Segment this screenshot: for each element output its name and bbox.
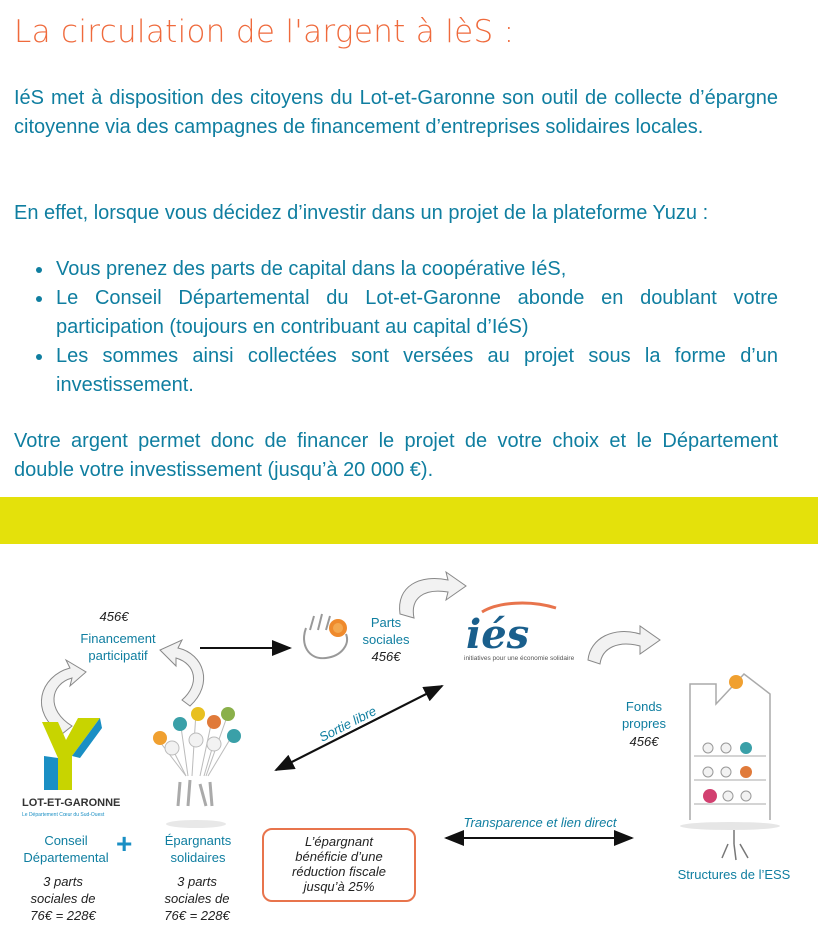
bullet-item: Les sommes ainsi collectées sont versées au projet sous la forme d’un investissement. — [34, 342, 778, 400]
ies-tagline: initiatives pour une économie solidaire — [464, 655, 575, 662]
conseil-detail-3: 76€ = 228€ — [30, 908, 96, 923]
lot-et-garonne-logo — [22, 718, 120, 818]
conseil-label-2: Départemental — [23, 850, 109, 865]
page-title: La circulation de l'argent à lèS : — [14, 14, 515, 50]
epargnants-label-2: solidaires — [170, 850, 226, 865]
sortie-libre-label: Sortie libre — [316, 703, 379, 745]
yellow-divider-band — [0, 497, 818, 544]
conseil-label-1: Conseil — [44, 833, 88, 848]
parts-amount: 456€ — [371, 649, 401, 664]
financement-label-1: Financement — [80, 631, 156, 646]
sortie-arrow-up — [276, 686, 442, 770]
curved-arrow-icon — [588, 626, 660, 664]
reduction-line: bénéficie d’une — [295, 849, 383, 864]
conseil-detail-2: sociales de — [30, 891, 96, 906]
curved-arrow-icon — [400, 572, 466, 618]
epargnants-detail-1: 3 parts — [177, 874, 217, 889]
lot-logo-sub: Le Département Cœur du Sud-Ouest — [22, 812, 105, 818]
bullet-item: Le Conseil Départemental du Lot-et-Garonne abonde en doublant votre participation (toujours en contribuant au capital d’IéS) — [34, 284, 778, 342]
fonds-amount: 456€ — [629, 734, 659, 749]
reduction-fiscale-box — [262, 828, 416, 902]
fonds-label-2: propres — [621, 716, 667, 731]
conclusion-paragraph: Votre argent permet donc de financer le projet de votre choix et le Département double votre investissement (jusqu’à 20 000 €). — [14, 430, 778, 481]
reduction-line: L’épargnant — [305, 834, 373, 849]
fonds-label-1: Fonds — [625, 699, 663, 714]
hand-coin-icon — [304, 614, 347, 658]
ies-logo-text: iés — [466, 611, 530, 658]
epargnants-detail-2: sociales de — [164, 891, 230, 906]
transparence-label: Transparence et lien direct — [463, 815, 617, 830]
financement-amount: 456€ — [99, 609, 129, 624]
invest-bullet-list — [34, 255, 778, 400]
lot-logo-name: LOT-ET-GARONNE — [22, 797, 121, 809]
epargnants-detail-3: 76€ = 228€ — [164, 908, 230, 923]
intro-paragraph: IéS met à disposition des citoyens du Lot-et-Garonne son outil de collecte d’épargne citoyenne via des campagnes de financement d’entreprises solidaires locales. — [14, 87, 778, 138]
bullet-item: Vous prenez des parts de capital dans la coopérative IéS, — [34, 255, 778, 284]
conseil-detail-1: 3 parts — [43, 874, 83, 889]
parts-label-1: Parts — [370, 615, 402, 630]
building-icon — [680, 674, 780, 860]
structures-label: Structures de l’ESS — [677, 867, 791, 882]
financement-label-2: participatif — [88, 648, 148, 663]
balloons-people-icon — [153, 707, 241, 828]
reduction-line: réduction fiscale — [292, 864, 386, 879]
plus-icon: + — [116, 828, 133, 859]
epargnants-label-1: Épargnants — [164, 833, 232, 848]
invest-paragraph: En effet, lorsque vous décidez d’investir dans un projet de la plateforme Yuzu : — [14, 202, 709, 224]
reduction-line: jusqu’à 25% — [303, 879, 375, 894]
parts-label-2: sociales — [362, 632, 410, 647]
